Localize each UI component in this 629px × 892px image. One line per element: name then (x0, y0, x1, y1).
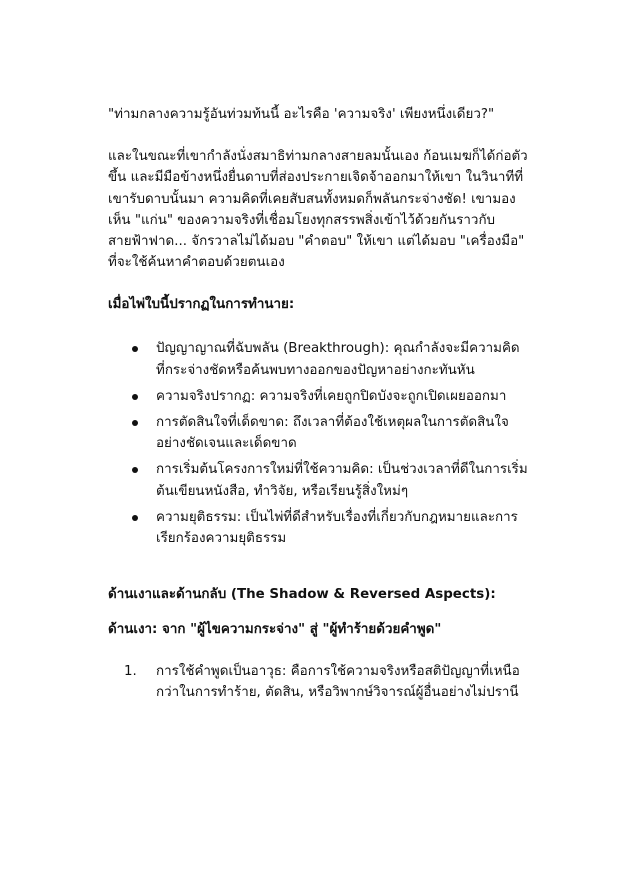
list-item (108, 507, 528, 549)
list-item-text: ปัญญาญาณที่ฉับพลัน (Breakthrough): คุณกำลังจะมีความคิดที่กระจ่างชัดหรือค้นพบทางออกของปัญหาอย่างกะทันหัน (156, 341, 520, 378)
reading-heading: เมื่อไพ่ใบนี้ปรากฏในการทำนาย: (108, 297, 295, 313)
opening-quote: "ท่ามกลางความรู้อันท่วมท้นนี้ อะไรคือ 'ความจริง' เพียงหนึ่งเดียว?" (108, 107, 495, 122)
list-item-number: 1. (124, 664, 137, 680)
story-paragraph: และในขณะที่เขากำลังนั่งสมาธิท่ามกลางสายลมนั้นเอง ก้อนเมฆก็ได้ก่อตัวขึ้น และมีมือข้างหนึ่งยื่นดาบที่ส่องประกายเจิดจ้าออกมาให้เขา ในวินาทีที่เขารับดาบนั้นมา ความคิดที่เคยสับสนทั้งหมดก็พลันกระจ่างชัด! เขามองเห็น "แก่น" ของความจริงที่เชื่อมโยงทุกสรรพสิ่งเข้าไว้ด้วยกันราวกับสายฟ้าฟาด... จักรวาลไม่ได้มอบ "คำตอบ" ให้เขา แต่ได้มอบ "เครื่องมือ" ที่จะใช้ค้นหาคำตอบด้วยตนเอง (108, 149, 528, 271)
bullet-icon (132, 346, 138, 352)
list-item (108, 459, 528, 501)
list-item (108, 661, 528, 703)
bullet-icon (132, 394, 138, 400)
bullet-icon (132, 515, 138, 521)
list-item (108, 412, 528, 454)
list-item-text: การใช้คำพูดเป็นอาวุธ: คือการใช้ความจริงหรือสติปัญญาที่เหนือกว่าในการทำร้าย, ตัดสิน, หรือวิพากษ์วิจารณ์ผู้อื่นอย่างไม่ปรานี (156, 664, 520, 701)
bullet-icon (132, 467, 138, 473)
list-item-text: การเริ่มต้นโครงการใหม่ที่ใช้ความคิด: เป็นช่วงเวลาที่ดีในการเริ่มต้นเขียนหนังสือ, ทำวิจัย, หรือเรียนรู้สิ่งใหม่ๆ (156, 462, 528, 499)
list-item-text: การตัดสินใจที่เด็ดขาด: ถึงเวลาที่ต้องใช้เหตุผลในการตัดสินใจอย่างชัดเจนและเด็ดขาด (156, 415, 509, 452)
list-item (108, 338, 528, 380)
reading-bullet-list (108, 338, 528, 549)
shadow-side-heading: ด้านเงา: จาก "ผู้ไขความกระจ่าง" สู่ "ผู้ทำร้ายด้วยคำพูด" (108, 622, 442, 638)
shadow-reversed-heading: ด้านเงาและด้านกลับ (The Shadow & Reversed Aspects): (108, 587, 496, 603)
document-body (108, 104, 528, 704)
list-item (108, 386, 528, 407)
list-item-text: ความจริงปรากฏ: ความจริงที่เคยถูกปิดบังจะถูกเปิดเผยออกมา (156, 388, 507, 404)
list-item-text: ความยุติธรรม: เป็นไพ่ที่ดีสำหรับเรื่องที่เกี่ยวกับกฎหมายและการเรียกร้องความยุติธรรม (156, 509, 518, 547)
shadow-numbered-list (108, 661, 528, 703)
bullet-icon (132, 420, 138, 426)
